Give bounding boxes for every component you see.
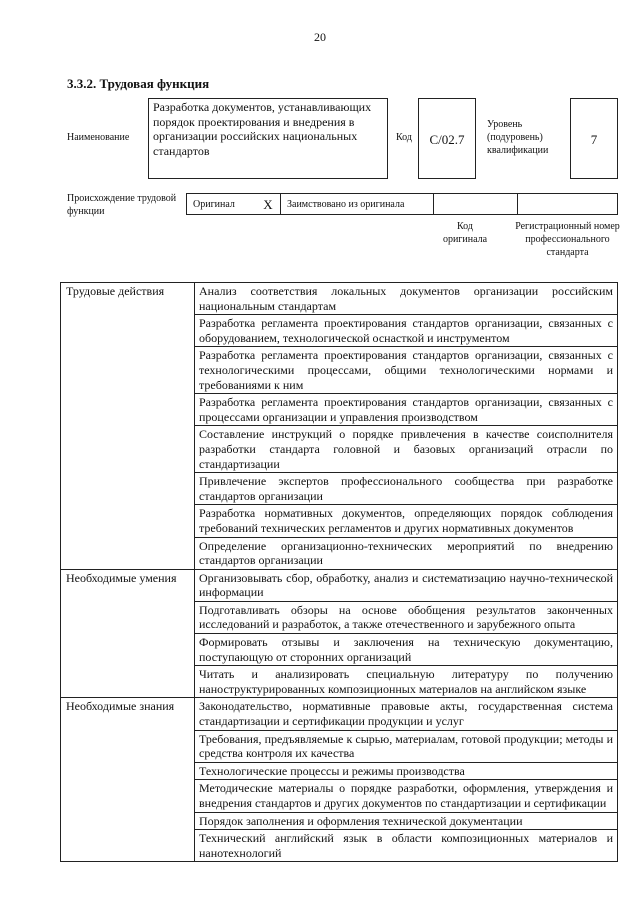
skill-item: Подготавливать обзоры на основе обобщения результатов законченных исследований и разработок, а также отечественного и зарубежного опыта: [195, 601, 618, 633]
knowledge-item: Требования, предъявляемые к сырью, материалам, готовой продукции; методы и средства контроля их качества: [195, 730, 618, 762]
reg-number-cell: [518, 193, 618, 215]
code-original-caption: Код оригинала: [442, 221, 488, 245]
skill-item: Организовывать сбор, обработку, анализ и систематизацию научно-технической информации: [195, 569, 618, 601]
category-required-knowledge: Необходимые знания: [61, 698, 195, 862]
code-value-box: C/02.7: [418, 98, 476, 179]
level-label: Уровень (подуровень) квалификации: [487, 119, 549, 156]
knowledge-item: Технологические процессы и режимы производства: [195, 762, 618, 780]
original-mark: X: [256, 193, 280, 215]
labor-action-item: Привлечение экспертов профессионального сообщества при разработке стандартов организации: [195, 473, 618, 505]
labor-action-item: Составление инструкций о порядке привлечения в качестве соисполнителя разработки стандарта головной и базовых организаций отрасли по стандартизации: [195, 426, 618, 473]
labor-action-item: Разработка нормативных документов, определяющих порядок соблюдения требований технических регламентов и других нормативных документов: [195, 505, 618, 537]
labor-action-item: Разработка регламента проектирования стандартов организации, связанных с оборудованием, технологической оснасткой и инструментом: [195, 315, 618, 347]
code-label: Код: [396, 132, 412, 143]
borrowed-label: Заимствовано из оригинала: [280, 193, 434, 215]
table-row: [61, 698, 618, 730]
labor-action-item: Разработка регламента проектирования стандартов организации, связанных с процессами организации и управления производством: [195, 394, 618, 426]
function-details-table: [60, 282, 618, 862]
knowledge-item: Порядок заполнения и оформления технической документации: [195, 812, 618, 830]
skill-item: Читать и анализировать специальную литературу по получению наноструктурированных композиционных материалов на английском языке: [195, 666, 618, 698]
name-label: Наименование: [67, 132, 130, 143]
category-labor-actions: Трудовые действия: [61, 283, 195, 570]
original-label: Оригинал: [186, 193, 256, 215]
category-required-skills: Необходимые умения: [61, 569, 195, 698]
origin-table: [186, 193, 618, 217]
knowledge-item: Технический английский язык в области композиционных материалов и нанотехнологий: [195, 830, 618, 862]
page-number: 20: [314, 30, 326, 44]
level-value-box: 7: [570, 98, 618, 179]
function-name-box: Разработка документов, устанавливающих порядок проектирования и внедрения в организации российских национальных стандартов: [148, 98, 388, 179]
knowledge-item: Методические материалы о порядке разработки, оформления, утверждения и внедрения стандартов и других документов по стандартизации и сертификации: [195, 780, 618, 812]
code-original-cell: [434, 193, 518, 215]
skill-item: Формировать отзывы и заключения на техническую документацию, поступающую от сторонних организаций: [195, 634, 618, 666]
table-row: [61, 283, 618, 315]
reg-number-caption: Регистрационный номер профессионального стандарта: [515, 221, 620, 258]
knowledge-item: Законодательство, нормативные правовые акты, государственная система стандартизации и сертификации продукции и услуг: [195, 698, 618, 730]
labor-action-item: Анализ соответствия локальных документов организации российским национальным стандартам: [195, 283, 618, 315]
labor-action-item: Определение организационно-технических мероприятий по внедрению стандартов организации: [195, 537, 618, 569]
section-title: 3.3.2. Трудовая функция: [67, 76, 210, 91]
origin-label: Происхождение трудовой функции: [67, 193, 177, 217]
labor-action-item: Разработка регламента проектирования стандартов организации, связанных с технологическими процессами, общими технологическими нормами и требованиями к ним: [195, 347, 618, 394]
table-row: [61, 569, 618, 601]
